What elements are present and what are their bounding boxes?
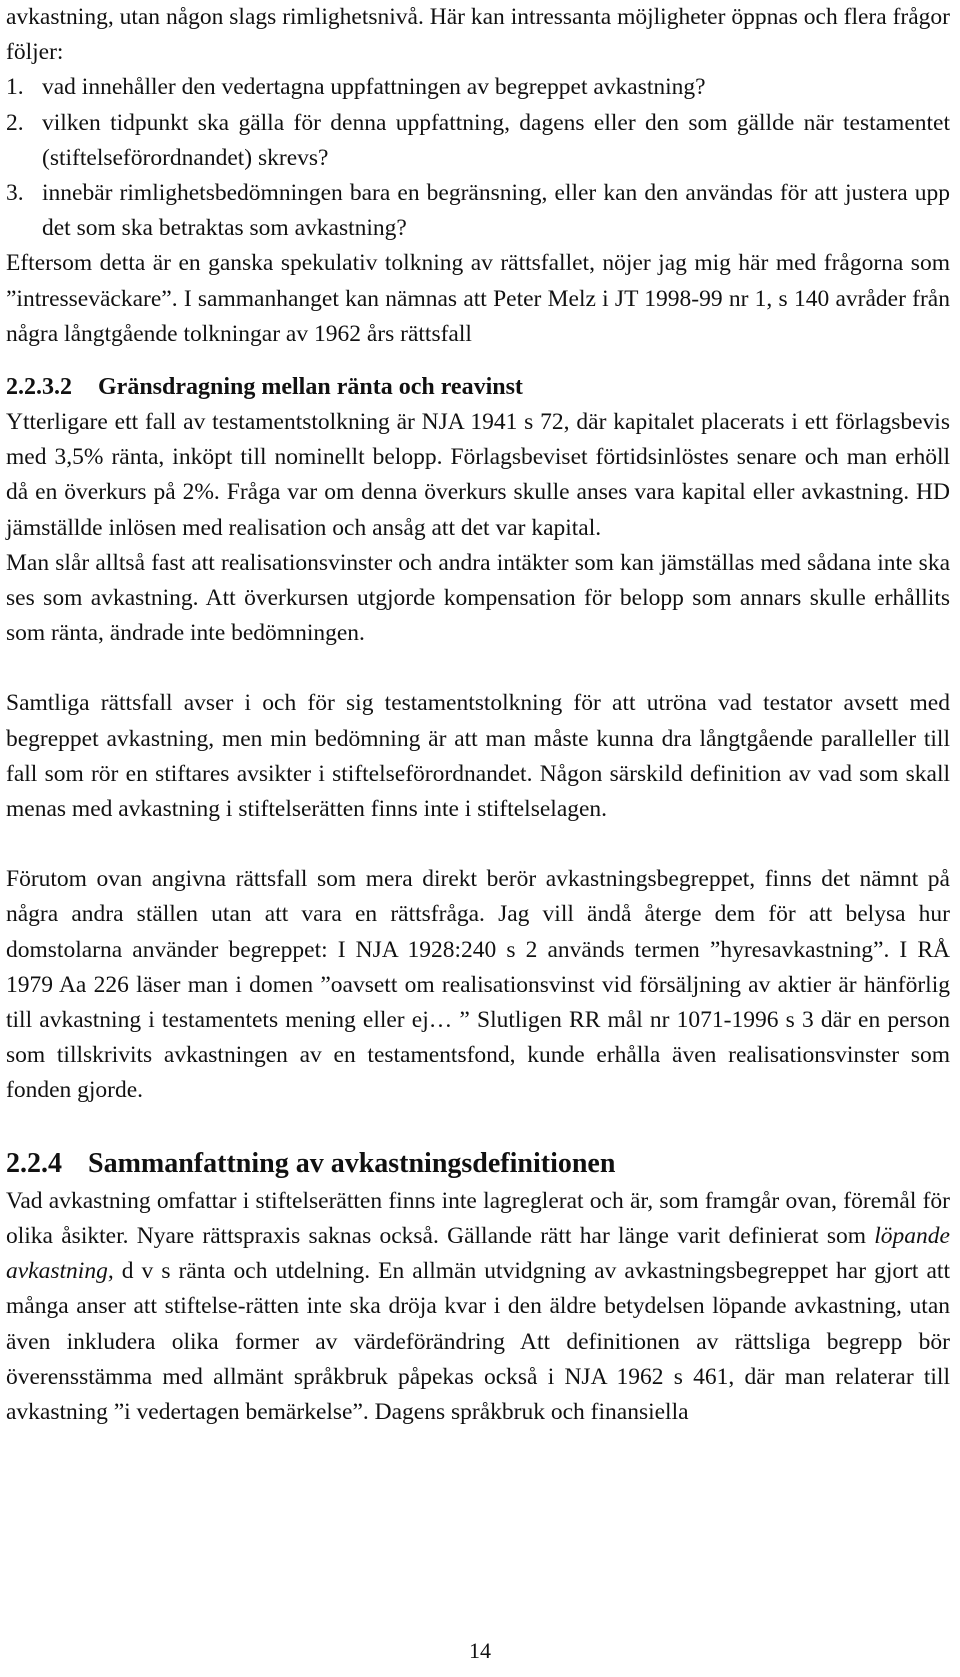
section-title: Gränsdragning mellan ränta och reavinst [98, 374, 523, 401]
intro-paragraph-2: Eftersom detta är en ganska spekulativ tolkning av rättsfallet, nöjer jag mig här med frågorna som ”intresseväckare”. I sammanhanget kan nämnas att Peter Melz i JT 1998-99 nr 1, s 140 avråder från några långtgående tolkningar av 1962 års rättsfall [6, 250, 950, 347]
spacer [6, 352, 950, 370]
spacer [6, 1109, 950, 1144]
body-paragraph: Samtliga rättsfall avser i och för sig testamentstolkning för att utröna vad testator avsett med begreppet avkastning, men min bedömning är att man måste kunna dra långtgående paralleller till fall som rör en stiftares avsikter i stiftelseförordnandet. Någon särskild definition av vad som skall menas med avkastning i stiftelserätten finns inte i stiftelselagen. [6, 690, 950, 823]
body-paragraph: Man slår alltså fast att realisationsvinster och andra intäkter som kan jämställas med sådana inte ska ses som avkastning. Att överkursen utgjorde kompensation för belopp som annars skulle erhållits som ränta, ändrade inte bedömningen. [6, 549, 950, 647]
list-item-number: 3. [6, 180, 24, 207]
body-paragraph: Ytterligare ett fall av testamentstolkning är NJA 1941 s 72, där kapitalet placerats i ett förlagsbevis med 3,5% ränta, inköpt till nominellt belopp. Förlagsbeviset förtidsinlöstes senare och man erhöll då en överkurs på 2%. Fråga var om denna överkurs skulle anses vara kapital eller avkastning. HD jämställde inlösen med realisation och ansåg att det var kapital. [6, 409, 950, 541]
spacer [6, 827, 950, 862]
section-heading-2-2-3-2 [6, 370, 950, 405]
spacer [6, 651, 950, 686]
list-item [6, 106, 950, 176]
question-list [6, 70, 950, 246]
section-number: 2.2.3.2 [6, 374, 72, 401]
list-item-text: vad innehåller den vedertagna uppfattningen av begreppet avkastning? [42, 74, 706, 101]
body-paragraph: Förutom ovan angivna rättsfall som mera direkt berör avkastningsbegreppet, finns det nämnt på några andra ställen utan att vara en rättsfråga. Jag vill ändå återge dem för att belysa hur domstolarna använder begreppet: I NJA 1928:240 s 2 används termen ”hyresavkastning”. I RÅ 1979 Aa 226 läser man i domen ”oavsett om realisationsvinst vid försäljning av aktier är hänförlig till avkastning i testamentets mening eller ej… ” Slutligen RR mål nr 1071-1996 s 3 där en person som tillskrivits avkastningen av en testamentsfond, kunde erhålla även realisationsvinster som fonden gjorde. [6, 866, 950, 1104]
page-number: 14 [469, 1638, 491, 1663]
summary-paragraph [6, 1184, 950, 1430]
section-heading-2-2-4 [6, 1144, 950, 1184]
summary-text-end: d v s ränta och utdelning. En allmän utvidgning av avkastningsbegreppet har gjort att många anser att stiftelse-rätten inte ska dröja kvar i den äldre betydelsen löpande avkastning, utan även inkludera olika former av värdeförändring Att definitionen av rättsliga begrepp bör överensstämma med allmänt språkbruk påpekas också i NJA 1962 s 461, där man relaterar till avkastning ”i vedertagen bemärkelse”. Dagens språkbruk och finansiella [6, 1258, 950, 1425]
document-page [6, 0, 950, 1430]
section-title: Sammanfattning av avkastningsdefinitionen [88, 1147, 616, 1179]
summary-text-start: Vad avkastning omfattar i stiftelserätten finns inte lagreglerat och är, som framgår ovan, föremål för olika åsikter. Nyare rättspraxis saknas också. Gällande rätt har länge varit definierat som [6, 1187, 950, 1249]
list-item-text: innebär rimlighetsbedömningen bara en begränsning, eller kan den användas för att justera upp det som ska betraktas som avkastning? [42, 180, 950, 242]
list-item [6, 70, 950, 105]
list-item-number: 1. [6, 74, 24, 101]
list-item-number: 2. [6, 109, 24, 136]
summary-italic-term: löpande avkastning, [6, 1222, 950, 1285]
section-number: 2.2.4 [6, 1147, 62, 1179]
list-item-text: vilken tidpunkt ska gälla för denna uppfattning, dagens eller den som gällde när testamentet (stiftelseförordnandet) skrevs? [42, 109, 950, 171]
intro-paragraph: avkastning, utan någon slags rimlighetsnivå. Här kan intressanta möjligheter öppnas och flera frågor följer: [6, 4, 950, 66]
list-item [6, 176, 950, 246]
